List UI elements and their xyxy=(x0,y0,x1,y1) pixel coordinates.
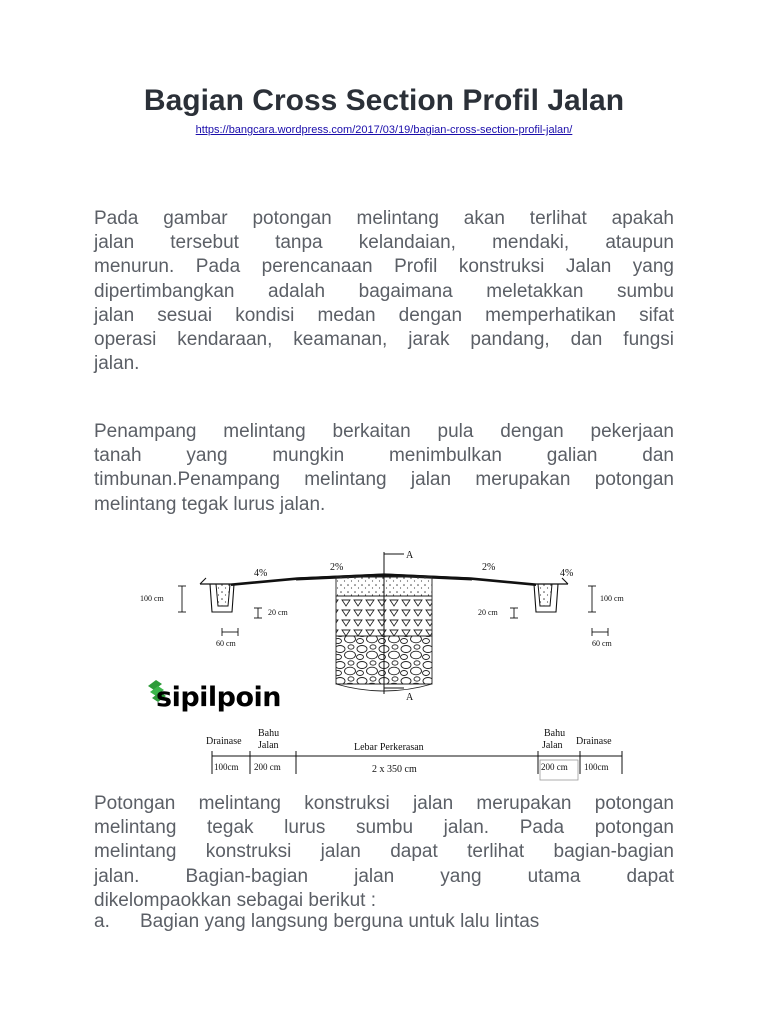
list-item-text: Bagian yang langsung berguna untuk lalu lintas xyxy=(140,911,540,932)
lebar-perkerasan-label: Lebar Perkerasan xyxy=(354,742,424,753)
paragraph-line: timbunan.Penampang melintang jalan merupakan potongan xyxy=(94,469,674,491)
paragraph-line: Potongan melintang konstruksi jalan merupakan potongan xyxy=(94,793,674,814)
paragraph-line: melintang konstruksi jalan dapat terlihat bagian-bagian xyxy=(94,841,674,863)
bahu-label-right-2: Jalan xyxy=(542,740,563,751)
source-link[interactable]: https://bangcara.wordpress.com/2017/03/19/bagian-cross-section-profil-jalan/ xyxy=(195,124,573,136)
paragraph-3 xyxy=(94,792,674,913)
slope-left-inner: 2% xyxy=(330,562,344,573)
section-label-top: A xyxy=(406,550,414,561)
paragraph-line: jalan sesuai kondisi medan dengan memperhatikan sifat xyxy=(94,304,674,326)
paragraph-1 xyxy=(94,207,674,376)
paragraph-line: jalan. xyxy=(94,353,140,375)
list-item-a xyxy=(94,911,539,933)
cross-section-figure xyxy=(136,548,636,788)
drainase-label-right: Drainase xyxy=(576,736,612,747)
page-title: Bagian Cross Section Profil Jalan xyxy=(143,84,625,117)
paragraph-line: dipertimbangkan adalah bagaimana meletakkan sumbu xyxy=(94,280,674,302)
paragraph-line: jalan tersebut tanpa kelandaian, mendaki, ataupun xyxy=(94,232,674,254)
dim-bahu-right: 200 cm xyxy=(541,762,568,772)
paragraph-line: dikelompaokkan sebagai berikut : xyxy=(94,889,377,911)
drainase-label-left: Drainase xyxy=(206,736,242,747)
paragraph-2 xyxy=(94,420,674,517)
gap-label-right: 20 cm xyxy=(478,608,498,617)
paragraph-line: Penampang melintang berkaitan pula dengan pekerjaan xyxy=(94,421,674,442)
bahu-label-left-1: Bahu xyxy=(258,728,280,739)
paragraph-line: jalan. Bagian-bagian jalan yang utama dapat xyxy=(94,865,674,887)
bahu-label-left-2: Jalan xyxy=(258,740,279,751)
ditch-width-left: 60 cm xyxy=(216,639,236,648)
bahu-label-right-1: Bahu xyxy=(544,728,566,739)
paragraph-line: Pada gambar potongan melintang akan terlihat apakah xyxy=(94,208,674,229)
paragraph-line: menurun. Pada perencanaan Profil konstruksi Jalan yang xyxy=(94,256,674,278)
cross-section-drawing xyxy=(136,548,636,788)
list-marker: a. xyxy=(94,911,110,932)
paragraph-line: operasi kendaraan, keamanan, jarak pandang, dan fungsi xyxy=(94,329,674,351)
sipilpoin-logo xyxy=(146,676,280,717)
ditch-width-right: 60 cm xyxy=(592,639,612,648)
slope-right-inner: 2% xyxy=(482,562,496,573)
section-label-bottom: A xyxy=(406,692,414,703)
paragraph-line: tanah yang mungkin menimbulkan galian dan xyxy=(94,445,674,467)
logo-text: sipilpoin xyxy=(156,682,280,712)
dim-bahu-left: 200 cm xyxy=(254,762,281,772)
slope-right-outer: 4% xyxy=(560,568,574,579)
dim-perkerasan: 2 x 350 cm xyxy=(372,764,417,775)
paragraph-line: melintang tegak lurus sumbu jalan. Pada potongan xyxy=(94,817,674,839)
dim-drainase-left: 100cm xyxy=(214,762,239,772)
gap-label-left: 20 cm xyxy=(268,608,288,617)
sipilpoin-logo-mark xyxy=(146,676,280,712)
paragraph-line: melintang tegak lurus jalan. xyxy=(94,493,326,515)
dim-drainase-right: 100cm xyxy=(584,762,609,772)
depth-label-left: 100 cm xyxy=(140,594,164,603)
slope-left-outer: 4% xyxy=(254,568,268,579)
depth-label-right: 100 cm xyxy=(600,594,624,603)
